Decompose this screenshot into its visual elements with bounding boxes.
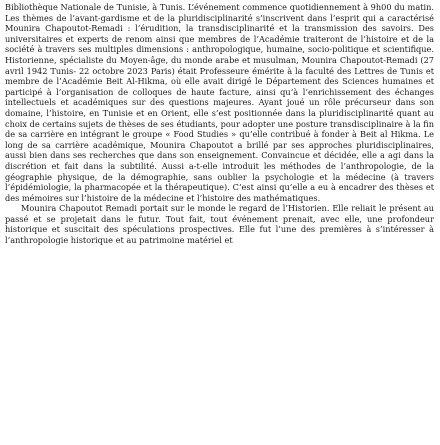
paragraph-2: Mounira Chapoutot Remadi portait sur le monde le regard de l’Historien. Elle reliait le présent au passé et se projetait dans le futur. Tout fait, tout événement prenait, avec elle, une profondeur historique et suscitait des spéculations prospectives. Elle fut l’une des premières à s’intéresser à l’anthropologie historique et au patrimoine matériel et	[5, 203, 434, 246]
paragraph-1: Bibliothèque Nationale de Tunisie, à Tunis. L’événement commence quotidiennement à 9h00 du matin. Les thèmes de l’avant-gardisme et de la pluridisciplinarité s’inscrivent dans l’esprit qui a caractérisé Mounira Chapoutot-Remadi : l’érudition, la transdisciplinarité et la transmission des savoirs. Des universitaires et experts de renom ainsi que membres de l’Académie traiteront de l’histoire et de la société à travers ses multiples dimensions : anthropologique, humaine, socio-politique et scientifique. Historienne, spécialiste du Moyen-âge, du monde arabe et musulman, Mounira Chapoutot-Remadi (27 avril 1942 Tunis- 22 octobre 2023 Paris) était Professeure émérite à la faculté des Lettres de Tunis et membre de l’Académie Beit Al-Hikma, où elle avait dirigé le Département des Sciences humaines et participé à l’organisation de colloques de haute facture, ainsi qu’à l’enrichissement des échanges intellectuels et académiques sur des questions majeures. Ayant joué un rôle précurseur dans son domaine, l’histoire, en Tunisie et en Orient, elle s’est positionnée dans la pluridisciplinarité quant au choix de certains sujets de thèses de ses étudiants, pour adopter une posture transdisciplinaire à la fin de sa carrière en intégrant le groupe « Food Studies » qu’elle contribué à fonder à Beit al Hikma. Le long de sa carrière académique, Mounira Chapoutot a brillé par ses approches pluridisciplinaires, aussi bien dans ses recherches que dans son enseignement. Convaincue et décidée, elle a agi dans la discrétion et fait dans la subtilité. Aussi a-t-elle introduit les méthodes de l’anthropologie, de la géographie physique, de la démographie, sans oublier la psychologie et la médecine (à travers l’épidémiologie, la pharmacopée et la thérapeutique). C’est ainsi qu’elle a eu à encadrer des thèses et des mémoires sur l’histoire de la médecine et l’histoire des mathématiques.	[5, 2, 434, 203]
